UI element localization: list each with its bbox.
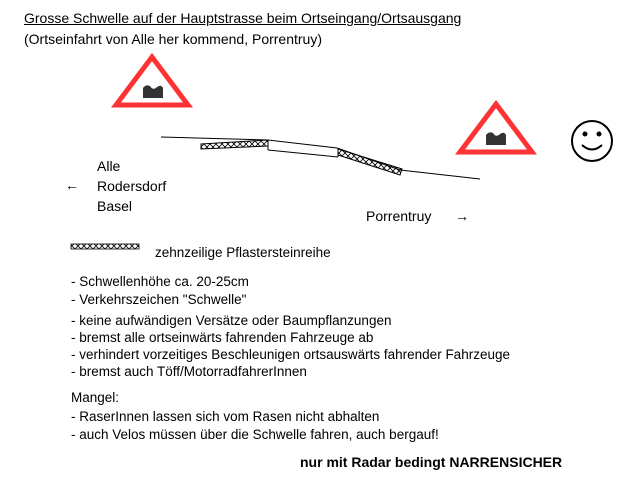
arrow-left-icon: ← [65,177,79,193]
conclusion: nur mit Radar bedingt NARRENSICHER [300,454,563,470]
defect: - auch Velos müssen über die Schwelle fahren, auch bergauf! [71,427,439,442]
road-profile [161,137,480,179]
paving-row [201,140,268,149]
point: - Verkehrszeichen "Schwelle" [71,292,247,307]
point: - keine aufwändigen Versätze oder Baumpflanzungen [71,313,392,328]
legend-label: zehnzeilige Pflastersteinreihe [155,245,331,260]
point: - Schwellenhöhe ca. 20-25cm [71,274,249,289]
point: - verhindert vorzeitiges Beschleunigen ortsauswärts fahrender Fahrzeuge [71,347,510,362]
warning-sign-left [116,57,188,105]
point: - bremst alle ortseinwärts fahrenden Fahrzeuge ab [71,330,374,345]
defects-heading: Mangel: [71,390,120,405]
smiley-icon [572,121,612,161]
point: - bremst auch Töff/MotorradfahrerInnen [71,364,307,379]
destination-alle: Alle [97,158,121,174]
defect: - RaserInnen lassen sich vom Rasen nicht abhalten [71,409,380,424]
subtitle: (Ortseinfahrt von Alle her kommend, Porrentruy) [24,31,323,47]
legend-swatch [71,244,139,249]
destination-porrentruy: Porrentruy [366,208,432,224]
warning-sign-right [460,104,532,152]
page-title: Grosse Schwelle auf der Hauptstrasse beim Ortseingang/Ortsausgang [24,10,462,26]
destination-rodersdorf: Rodersdorf [97,178,167,194]
arrow-right-icon: → [455,208,469,224]
destination-basel: Basel [97,198,133,214]
paving-row [338,149,402,175]
